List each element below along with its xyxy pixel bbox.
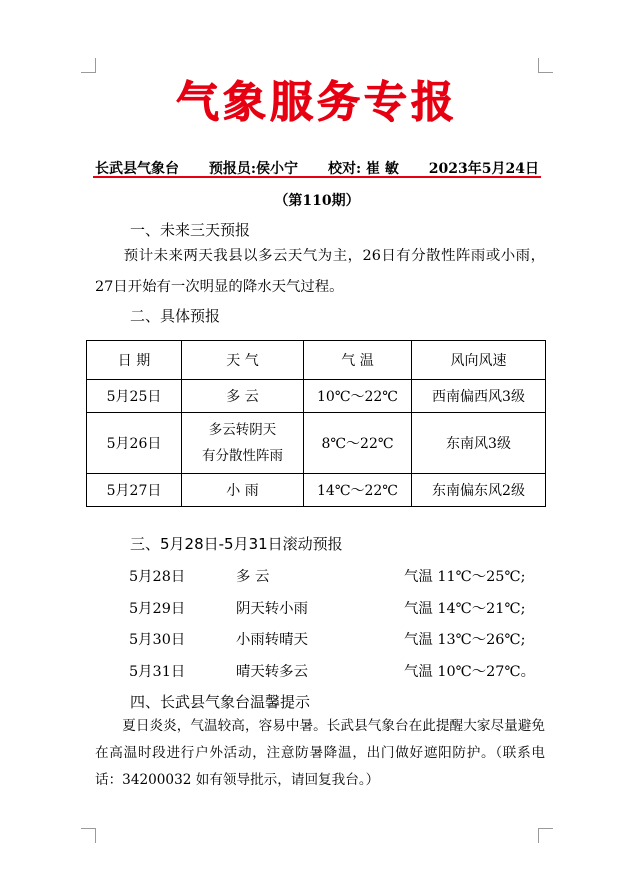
header-weather: 天 气 (182, 341, 304, 380)
rolling-date: 5月29日 (129, 601, 186, 617)
info-org: 长武县气象台 (95, 161, 179, 177)
section-4-title: 四、长武县气象台温馨提示 (130, 693, 311, 711)
red-divider (93, 176, 541, 178)
rolling-weather: 小雨转晴天 (236, 632, 308, 648)
section-1-title: 一、未来三天预报 (130, 221, 251, 239)
cell-temp: 8℃～22℃ (304, 413, 412, 474)
section-3-title: 三、5月28日-5月31日滚动预报 (130, 535, 343, 553)
masthead-title: 气象服务专报 (176, 78, 458, 128)
cell-weather (182, 413, 304, 474)
section-2-title: 二、具体预报 (130, 307, 221, 325)
cell-weather: 多 云 (182, 380, 304, 413)
cell-wind: 西南偏西风3级 (412, 380, 546, 413)
rolling-weather: 多 云 (236, 569, 270, 585)
info-line (95, 158, 539, 178)
cell-weather-line-2: 有分散性阵雨 (202, 448, 283, 464)
crop-mark-top-right (538, 58, 553, 73)
table-row (87, 413, 546, 474)
rolling-forecast-row (129, 597, 549, 617)
rolling-date: 5月30日 (129, 632, 186, 648)
header-date: 日 期 (87, 341, 182, 380)
cell-weather-line-1: 多云转阴天 (208, 422, 277, 438)
rolling-temp: 气温 10℃～27℃。 (404, 664, 535, 680)
crop-mark-bottom-left (81, 828, 96, 843)
rolling-weather: 阴天转小雨 (236, 601, 308, 617)
table-row (87, 380, 546, 413)
rolling-temp: 气温 14℃～21℃; (404, 601, 526, 617)
issue-number: （第110期） (274, 193, 360, 209)
crop-mark-top-left (81, 58, 96, 73)
rolling-weather: 晴天转多云 (236, 664, 308, 680)
section-1-body: 预计未来两天我县以多云天气为主，26日有分散性阵雨或小雨，27日开始有一次明显的降水天气过程。 (95, 248, 545, 295)
cell-date: 5月27日 (87, 474, 182, 507)
cell-date: 5月25日 (87, 380, 182, 413)
rolling-temp: 气温 11℃～25℃; (404, 569, 526, 585)
rolling-date: 5月31日 (129, 664, 186, 680)
header-temp: 气 温 (304, 341, 412, 380)
cell-date: 5月26日 (87, 413, 182, 474)
info-forecaster: 预报员:侯小宁 (208, 161, 299, 177)
table-row (87, 474, 546, 507)
rolling-forecast-row (129, 628, 549, 648)
info-checker: 校对: 崔 敏 (327, 161, 399, 177)
cell-wind: 东南偏东风2级 (412, 474, 546, 507)
section-4-body: 夏日炎炎，气温较高，容易中暑。长武县气象台在此提醒大家尽量避免在高温时段进行户外活动，注意防暑降温，出门做好遮阳防护。（联系电话：34200032 如有领导批示，请回复我台。） (95, 718, 545, 788)
forecast-table (86, 340, 546, 507)
header-wind: 风向风速 (412, 341, 546, 380)
cell-temp: 14℃～22℃ (304, 474, 412, 507)
rolling-forecast-row (129, 565, 549, 585)
cell-weather: 小 雨 (182, 474, 304, 507)
rolling-forecast-row (129, 660, 549, 680)
cell-wind: 东南风3级 (412, 413, 546, 474)
info-date: 2023年5月24日 (428, 161, 539, 177)
cell-temp: 10℃～22℃ (304, 380, 412, 413)
rolling-date: 5月28日 (129, 569, 186, 585)
crop-mark-bottom-right (538, 828, 553, 843)
rolling-temp: 气温 13℃～26℃; (404, 632, 526, 648)
table-header-row (87, 341, 546, 380)
